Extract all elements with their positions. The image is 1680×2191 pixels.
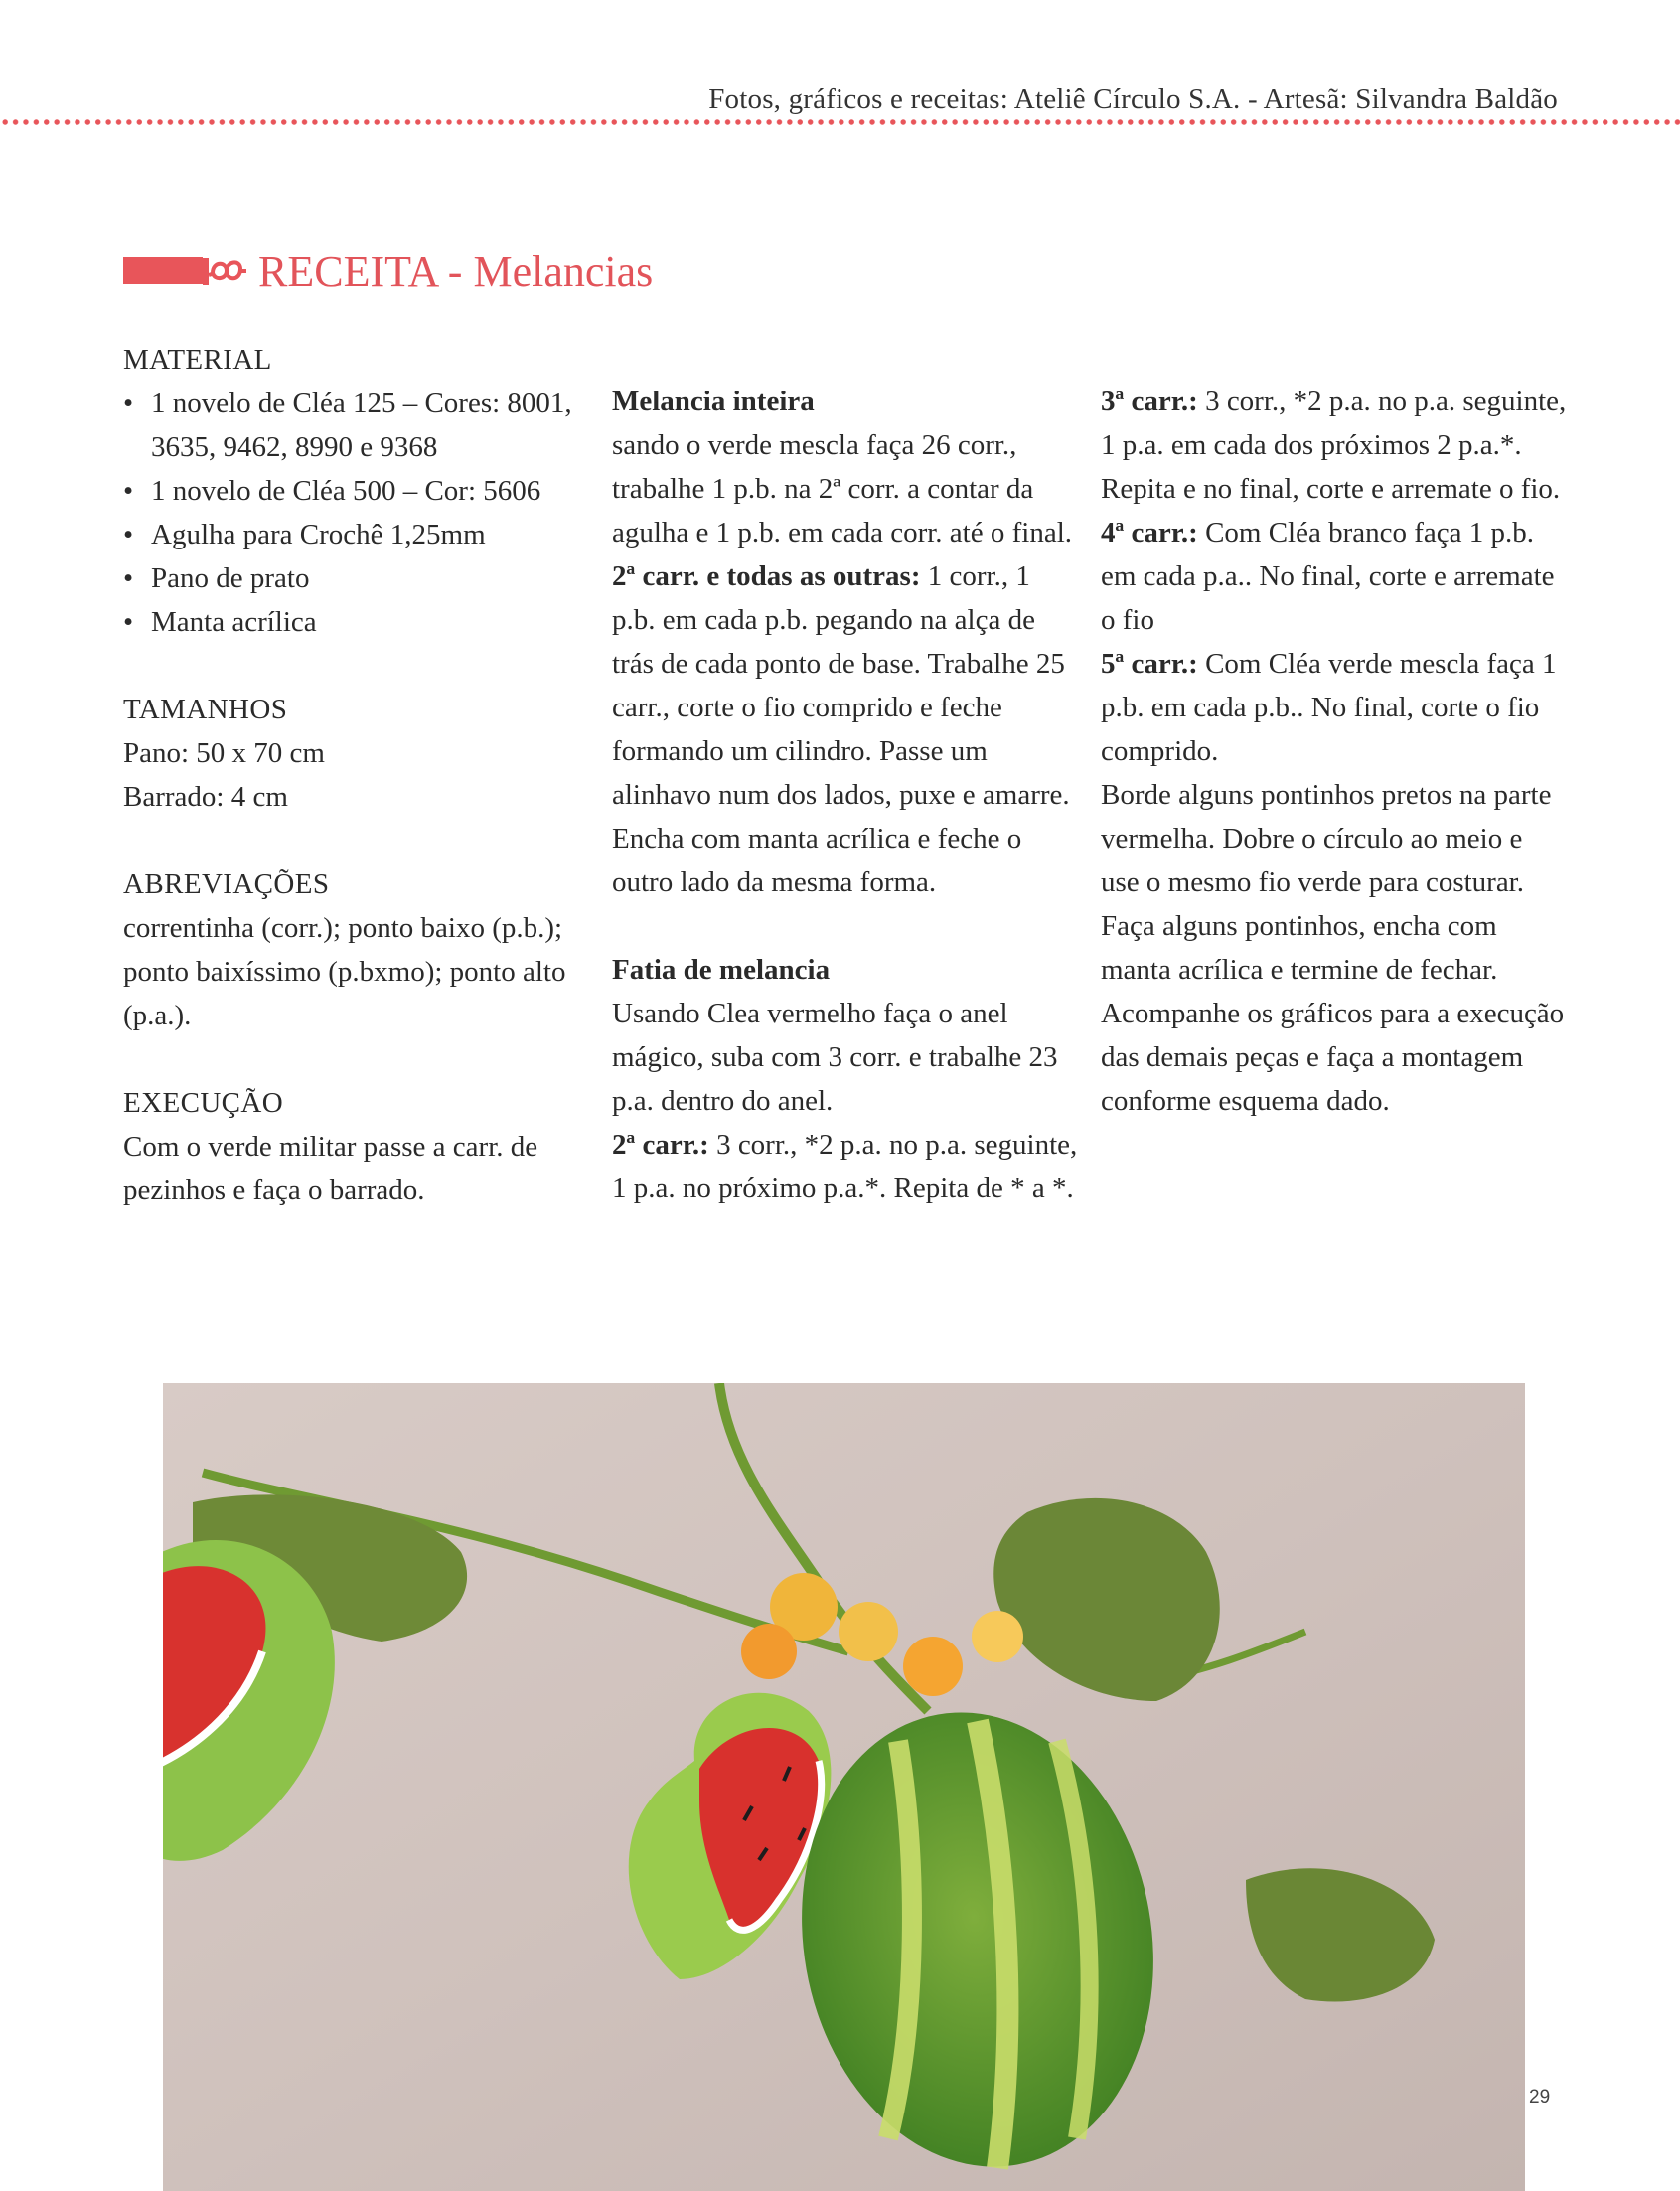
list-item: • 1 novelo de Cléa 125 – Cores: 8001, 3635, 9462, 8990 e 9368 — [123, 382, 590, 469]
closing-text: Borde alguns pontinhos pretos na parte vermelha. Dobre o círculo ao meio e use o mesmo fio verde para costurar. Faça alguns pontinhos, encha com manta acrílica e termine de fechar. Acompanhe os gráficos para a execução das demais peças e faça a montagem conforme esquema dado. — [1101, 779, 1565, 1117]
page-title: RECEITA - Melancias — [258, 247, 654, 296]
list-item: • Pano de prato — [123, 556, 590, 600]
execucao-text: Com o verde militar passe a carr. de pezinhos e faça o barrado. — [123, 1131, 538, 1206]
recipe-title — [123, 248, 719, 298]
page-number: 29 — [1529, 2087, 1551, 2108]
carr3-paragraph — [1101, 380, 1568, 511]
material-list — [123, 382, 590, 644]
crochet-watermelons-photo — [163, 1383, 1525, 2191]
carr4-paragraph — [1101, 511, 1568, 642]
list-item: • Agulha para Crochê 1,25mm — [123, 513, 590, 556]
carr2-text: 1 corr., 1 p.b. em cada p.b. pegando na alça de trás de cada ponto de base. Trabalhe 25 carr., corte o fio comprido e feche formando um cilindro. Passe um alinhavo num dos lados, puxe e amarre. Encha com manta acrílica e feche o outro lado da mesma forma. — [612, 560, 1070, 898]
carr5-text: Com Cléa verde mescla faça 1 p.b. em cada p.b.. No final, corte o fio comprido. — [1101, 648, 1557, 767]
tamanho-barrado: Barrado: 4 cm — [123, 781, 288, 813]
tamanho-pano: Pano: 50 x 70 cm — [123, 737, 325, 769]
column-instructions — [1101, 380, 1568, 1123]
fatia-heading: Fatia de melancia — [612, 954, 831, 986]
material-heading: MATERIAL — [123, 344, 272, 376]
fatia-carr2-paragraph — [612, 1123, 1079, 1210]
carr2-label: 2ª carr. e todas as outras: — [612, 560, 921, 592]
fatia-carr2-label: 2ª carr.: — [612, 1129, 709, 1161]
list-item: • Manta acrílica — [123, 600, 590, 644]
fatia-carr2-text: 3 corr., *2 p.a. no p.a. seguinte, 1 p.a. no próximo p.a.*. Repita de * a *. — [612, 1129, 1078, 1204]
tamanhos-heading: TAMANHOS — [123, 694, 288, 725]
melancia-heading: Melancia inteira — [612, 386, 815, 417]
list-item: • 1 novelo de Cléa 500 – Cor: 5606 — [123, 469, 590, 513]
dotted-divider — [0, 117, 1680, 127]
carr5-paragraph — [1101, 642, 1568, 773]
execucao-heading: EXECUÇÃO — [123, 1087, 284, 1119]
carr4-label: 4ª carr.: — [1101, 517, 1198, 548]
knot-ornament-icon — [203, 249, 250, 289]
abreviacoes-text: correntinha (corr.); ponto baixo (p.b.); ponto baixíssimo (p.bxmo); ponto alto (p.a.). — [123, 912, 566, 1031]
fatia-section — [612, 948, 1079, 992]
melancia-inteira-section — [612, 380, 1079, 423]
fatia-text: Usando Clea vermelho faça o anel mágico, suba com 3 corr. e trabalhe 23 p.a. dentro do anel. — [612, 998, 1058, 1117]
melancia-text: sando o verde mescla faça 26 corr., trabalhe 1 p.b. na 2ª corr. a contar da agulha e 1 p.b. em cada corr. até o final. — [612, 429, 1072, 548]
carr3-label: 3ª carr.: — [1101, 386, 1198, 417]
carr3-text: 3 corr., *2 p.a. no p.a. seguinte, 1 p.a. em cada dos próximos 2 p.a.*. Repita e no final, corte e arremate o fio. — [1101, 386, 1567, 505]
abreviacoes-heading: ABREVIAÇÕES — [123, 868, 330, 900]
carr4-text: Com Cléa branco faça 1 p.b. em cada p.a.. No final, corte e arremate o fio — [1101, 517, 1555, 636]
column-melancia — [612, 380, 1079, 1210]
photo-credit: Fotos, gráficos e receitas: Ateliê Círculo S.A. - Artesã: Silvandra Baldão — [708, 83, 1558, 115]
carr5-label: 5ª carr.: — [1101, 648, 1198, 680]
column-material — [123, 338, 590, 1212]
carr2-paragraph — [612, 554, 1079, 904]
